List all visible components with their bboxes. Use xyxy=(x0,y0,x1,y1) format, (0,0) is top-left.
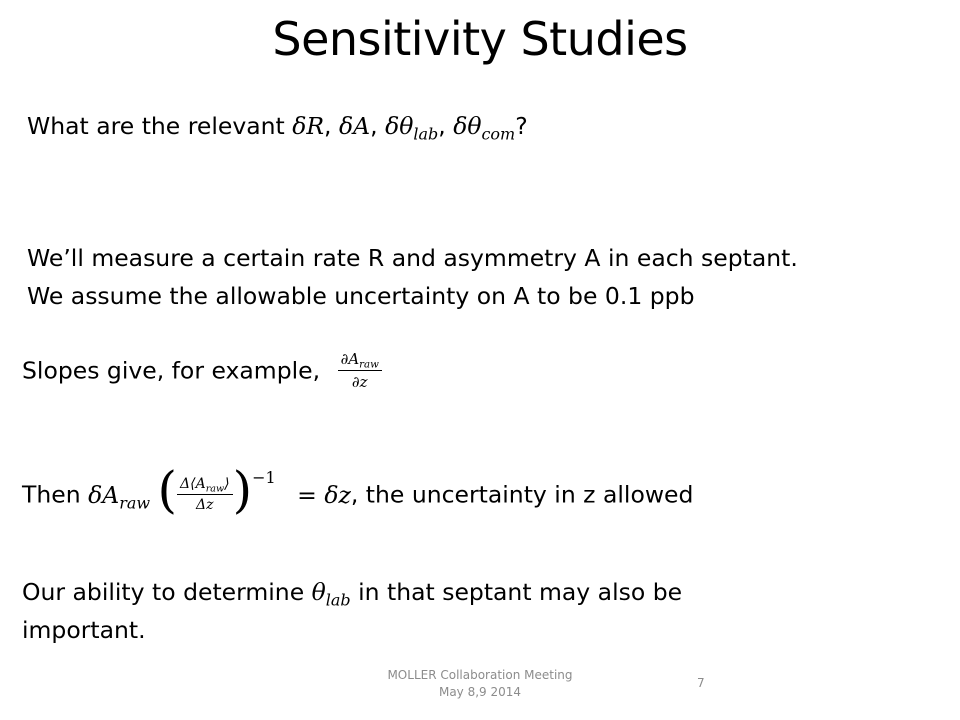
then-denominator: Δz xyxy=(196,497,214,513)
slide-title: Sensitivity Studies xyxy=(272,12,688,66)
ability-line1-suffix: in that septant may also be xyxy=(350,578,683,606)
left-paren: ( xyxy=(157,461,178,519)
then-fraction xyxy=(177,476,233,513)
then-equation-line xyxy=(22,461,694,519)
slope-denominator: ∂z xyxy=(351,373,368,391)
slopes-line xyxy=(22,350,382,391)
page-number: 7 xyxy=(697,676,705,690)
ability-line-2: important. xyxy=(22,616,146,644)
ability-prefix: Our ability to determine xyxy=(22,578,312,606)
footer-center xyxy=(300,667,660,701)
ability-line-1 xyxy=(22,578,683,610)
measure-line-2: We assume the allowable uncertainty on A to be 0.1 ppb xyxy=(27,282,695,310)
question-line: What are the relevant δR, δA, $\delta\theta_{lab}$, $\delta\theta_{com}$? xyxy=(27,112,528,144)
then-prefix: Then xyxy=(22,480,89,509)
delta-theta-com-term: $\delta\theta_{com}$ xyxy=(453,112,516,144)
theta-lab: $\theta_{lab}$ xyxy=(311,578,351,610)
right-paren: ) xyxy=(232,461,253,519)
slope-fraction xyxy=(338,350,382,391)
then-suffix: , the uncertainty in z allowed xyxy=(350,480,694,509)
delta-a-term: δA xyxy=(339,112,371,140)
then-numerator: $\Delta⟨A_{raw}⟩$ xyxy=(177,476,233,495)
rhs-delta-z: = δz xyxy=(297,480,351,509)
measure-line-1: We’ll measure a certain rate R and asymmetry A in each septant. xyxy=(27,244,798,272)
question-suffix: ? xyxy=(515,112,528,140)
exponent: −1 xyxy=(252,468,276,487)
delta-theta-lab-term: $\delta\theta_{lab}$ xyxy=(385,112,439,144)
footer-line-2: May 8,9 2014 xyxy=(438,685,522,699)
footer-line-1: MOLLER Collaboration Meeting xyxy=(387,668,573,682)
question-prefix: What are the relevant xyxy=(27,112,293,140)
delta-r-term: δR xyxy=(292,112,325,140)
lhs-delta-a-raw: $\delta A_{raw}$ xyxy=(88,480,151,513)
slope-numerator: $\partial A_{raw}$ xyxy=(338,350,382,371)
slopes-text: Slopes give, for example, xyxy=(22,356,321,385)
